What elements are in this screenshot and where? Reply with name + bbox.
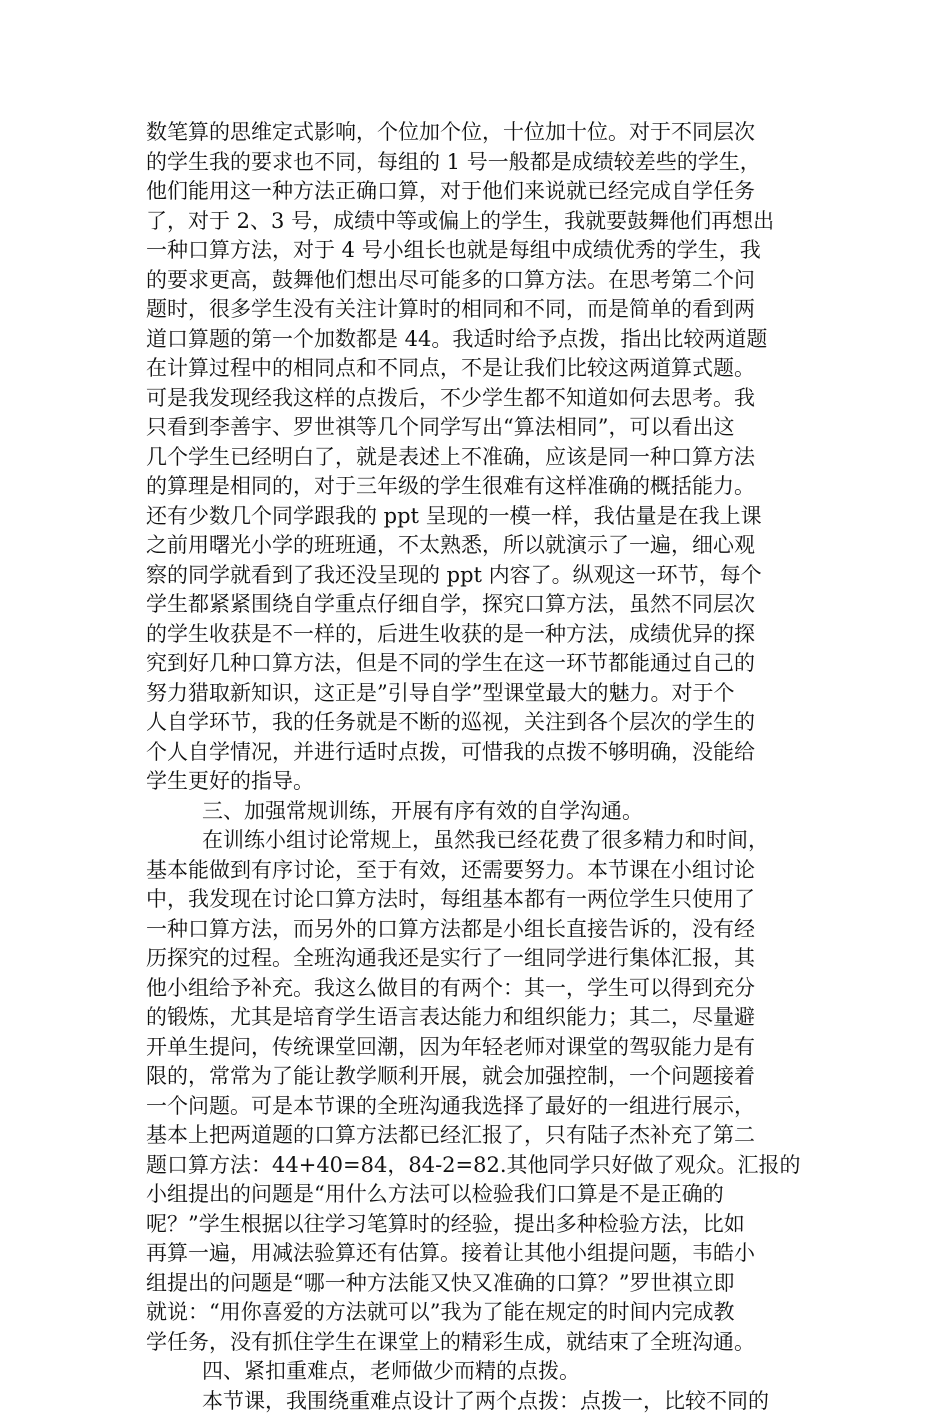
text-line: 历探究的过程。全班沟通我还是实行了一组同学进行集体汇报，其: [146, 944, 816, 974]
text-line: 学生更好的指导。: [146, 767, 816, 797]
text-line: 他们能用这一种方法正确口算，对于他们来说就已经完成自学任务: [146, 177, 816, 207]
text-line: 的锻炼，尤其是培育学生语言表达能力和组织能力；其二，尽量避: [146, 1003, 816, 1033]
text-line: 一种口算方法，而另外的口算方法都是小组长直接告诉的，没有经: [146, 915, 816, 945]
text-line: 再算一遍，用减法验算还有估算。接着让其他小组提问题，韦皓小: [146, 1239, 816, 1269]
text-line: 本节课，我围绕重难点设计了两个点拨：点拨一，比较不同的: [146, 1387, 816, 1416]
text-line: 小组提出的问题是“用什么方法可以检验我们口算是不是正确的: [146, 1180, 816, 1210]
section-heading: 四、紧扣重难点，老师做少而精的点拨。: [146, 1357, 816, 1387]
text-line: 开单生提问，传统课堂回潮，因为年轻老师对课堂的驾驭能力是有: [146, 1033, 816, 1063]
text-line: 呢？”学生根据以往学习笔算时的经验，提出多种检验方法，比如: [146, 1210, 816, 1240]
text-line: 努力猎取新知识，这正是”引导自学”型课堂最大的魅力。对于个: [146, 679, 816, 709]
text-line: 他小组给予补充。我这么做目的有两个：其一，学生可以得到充分: [146, 974, 816, 1004]
text-line: 几个学生已经明白了，就是表述上不准确，应该是同一种口算方法: [146, 443, 816, 473]
text-line: 在计算过程中的相同点和不同点，不是让我们比较这两道算式题。: [146, 354, 816, 384]
text-line: 只看到李善宇、罗世祺等几个同学写出“算法相同”，可以看出这: [146, 413, 816, 443]
text-line: 一个问题。可是本节课的全班沟通我选择了最好的一组进行展示，: [146, 1092, 816, 1122]
text-line: 一种口算方法，对于 4 号小组长也就是每组中成绩优秀的学生，我: [146, 236, 816, 266]
text-line: 限的，常常为了能让教学顺利开展，就会加强控制，一个问题接着: [146, 1062, 816, 1092]
text-line: 了，对于 2、3 号，成绩中等或偏上的学生，我就要鼓舞他们再想出: [146, 207, 816, 237]
text-line: 还有少数几个同学跟我的 ppt 呈现的一模一样，我估量是在我上课: [146, 502, 816, 532]
text-line: 基本上把两道题的口算方法都已经汇报了，只有陆子杰补充了第二: [146, 1121, 816, 1151]
text-line: 题时，很多学生没有关注计算时的相同和不同，而是简单的看到两: [146, 295, 816, 325]
text-line: 究到好几种口算方法，但是不同的学生在这一环节都能通过自己的: [146, 649, 816, 679]
text-line: 察的同学就看到了我还没呈现的 ppt 内容了。纵观这一环节，每个: [146, 561, 816, 591]
text-line: 的学生我的要求也不同，每组的 1 号一般都是成绩较差些的学生，: [146, 148, 816, 178]
text-line: 在训练小组讨论常规上，虽然我已经花费了很多精力和时间，: [146, 826, 816, 856]
text-line: 的算理是相同的，对于三年级的学生很难有这样准确的概括能力。: [146, 472, 816, 502]
text-line: 可是我发现经我这样的点拨后，不少学生都不知道如何去思考。我: [146, 384, 816, 414]
text-line: 道口算题的第一个加数都是 44。我适时给予点拨，指出比较两道题: [146, 325, 816, 355]
text-line: 个人自学情况，并进行适时点拨，可惜我的点拨不够明确，没能给: [146, 738, 816, 768]
text-line: 学生都紧紧围绕自学重点仔细自学，探究口算方法，虽然不同层次: [146, 590, 816, 620]
text-line: 的学生收获是不一样的，后进生收获的是一种方法，成绩优异的探: [146, 620, 816, 650]
text-line: 人自学环节，我的任务就是不断的巡视，关注到各个层次的学生的: [146, 708, 816, 738]
text-line: 学任务，没有抓住学生在课堂上的精彩生成，就结束了全班沟通。: [146, 1328, 816, 1358]
text-line: 之前用曙光小学的班班通，不太熟悉，所以就演示了一遍，细心观: [146, 531, 816, 561]
text-line: 的要求更高，鼓舞他们想出尽可能多的口算方法。在思考第二个问: [146, 266, 816, 296]
text-line: 数笔算的思维定式影响，个位加个位，十位加十位。对于不同层次: [146, 118, 816, 148]
text-line: 基本能做到有序讨论，至于有效，还需要努力。本节课在小组讨论: [146, 856, 816, 886]
text-line: 就说：“用你喜爱的方法就可以”我为了能在规定的时间内完成教: [146, 1298, 816, 1328]
text-line: 题口算方法：44+40=84，84-2=82.其他同学只好做了观众。汇报的: [146, 1151, 816, 1181]
body-text: [146, 118, 816, 1416]
text-line: 中，我发现在讨论口算方法时，每组基本都有一两位学生只使用了: [146, 885, 816, 915]
text-line: 组提出的问题是“哪一种方法能又快又准确的口算？”罗世祺立即: [146, 1269, 816, 1299]
section-heading: 三、加强常规训练，开展有序有效的自学沟通。: [146, 797, 816, 827]
